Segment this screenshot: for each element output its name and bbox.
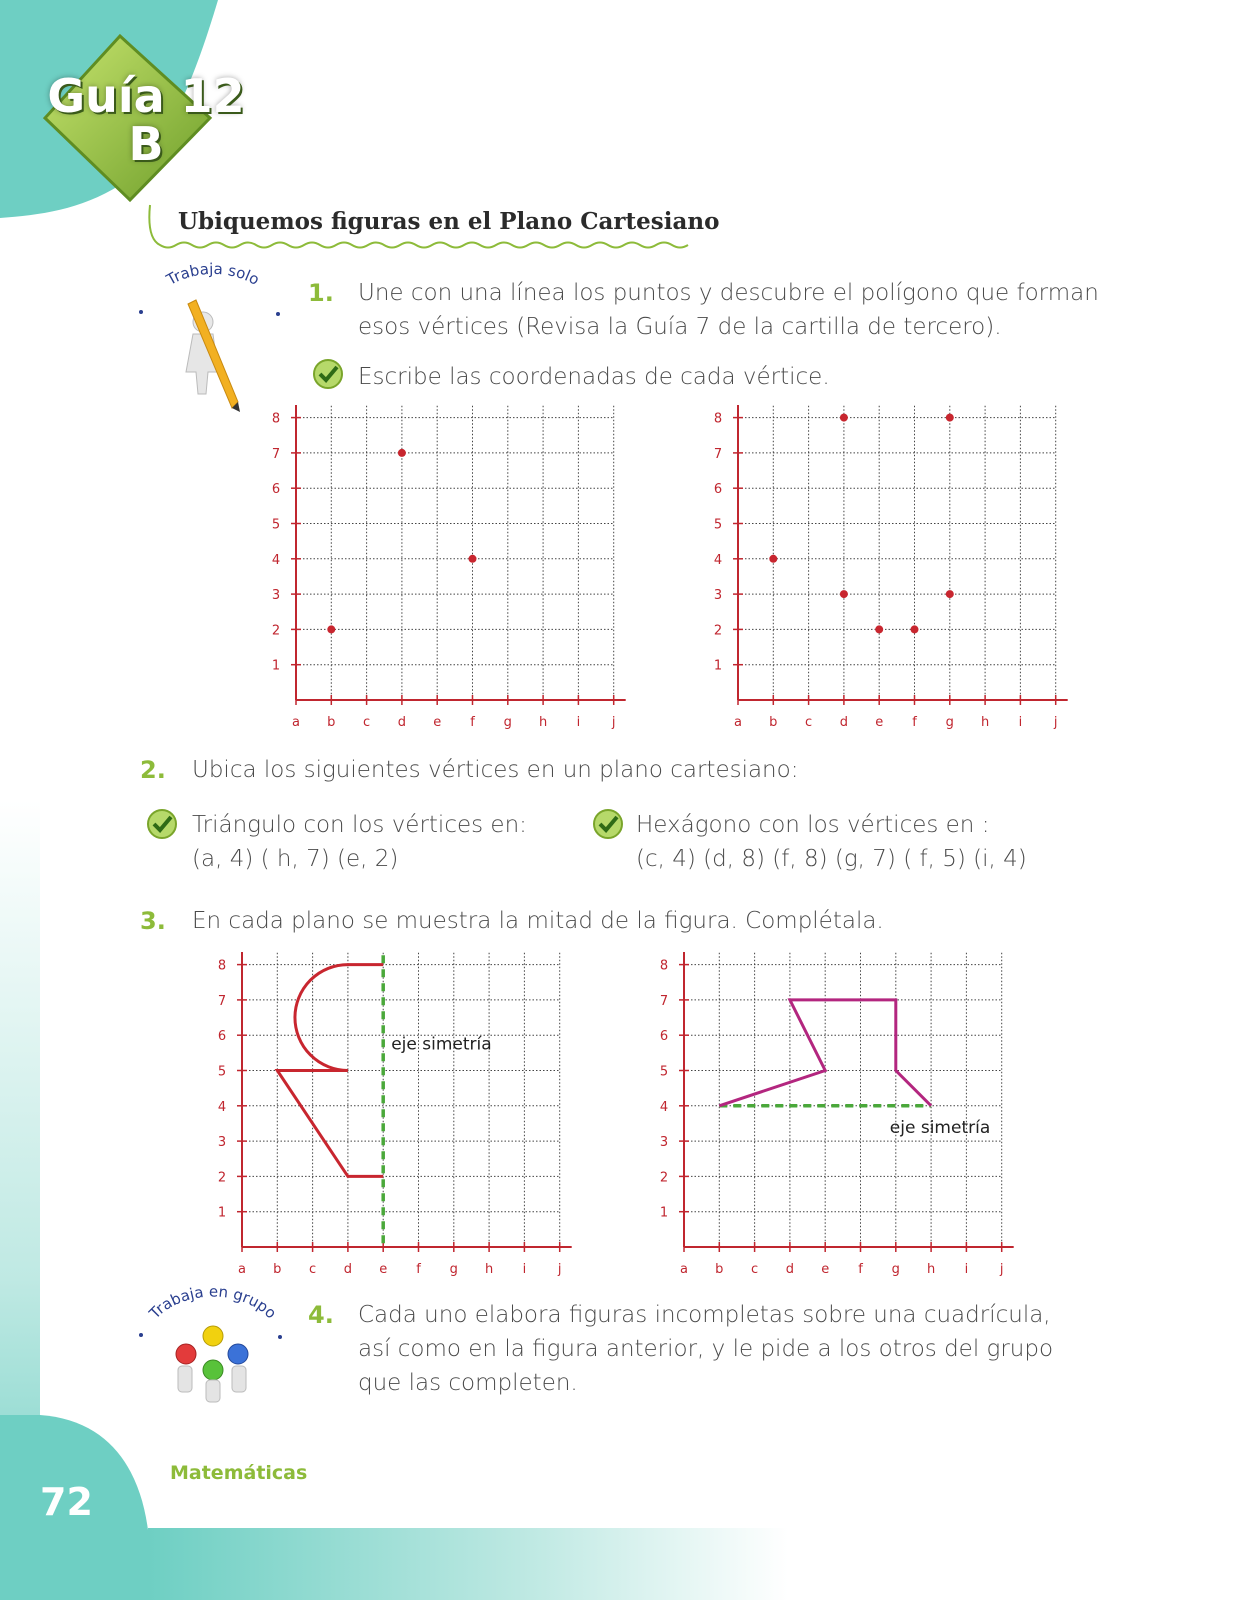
data-point <box>840 414 848 422</box>
x-tick-label: j <box>557 1262 562 1277</box>
pencil-figure-icon <box>186 300 240 412</box>
x-tick-label: i <box>1018 715 1023 730</box>
exercise1-text-line2: esos vértices (Revisa la Guía 7 de la cartilla de tercero). <box>358 314 1002 340</box>
x-tick-label: c <box>309 1262 317 1277</box>
x-tick-label: g <box>449 1262 458 1277</box>
exercise3-text: En cada plano se muestra la mitad de la figura. Complétala. <box>192 908 884 934</box>
check-icon <box>592 808 624 840</box>
x-tick-label: d <box>343 1262 353 1277</box>
data-point <box>469 555 477 563</box>
y-tick-label: 8 <box>271 411 281 427</box>
y-tick-label: 2 <box>713 623 723 639</box>
x-tick-label: f <box>416 1262 421 1277</box>
cartesian-plane-3 <box>204 952 589 1282</box>
check-icon <box>312 358 344 390</box>
x-tick-label: e <box>875 715 884 730</box>
symmetry-label-left: eje simetría <box>391 1034 492 1055</box>
y-tick-label: 1 <box>271 658 281 674</box>
y-tick-label: 6 <box>713 482 723 498</box>
exercise1-text-line1: Une con una línea los puntos y descubre el polígono que forman <box>358 280 1099 306</box>
data-point <box>769 555 777 563</box>
x-tick-label: j <box>999 1262 1004 1277</box>
y-tick-label: 7 <box>659 993 669 1009</box>
symmetry-label-right: eje simetría <box>889 1117 991 1138</box>
exercise4-number: 4. <box>308 1301 334 1329</box>
x-tick-label: f <box>470 715 475 730</box>
y-tick-label: 7 <box>271 446 281 462</box>
y-tick-label: 8 <box>659 958 669 974</box>
data-point <box>875 625 883 633</box>
y-tick-label: 1 <box>217 1205 227 1221</box>
guide-title-line2: B <box>128 117 164 171</box>
exercise1-number: 1. <box>308 279 334 307</box>
triangle-vertices: (a, 4) ( h, 7) (e, 2) <box>192 846 399 872</box>
y-tick-label: 7 <box>217 993 227 1009</box>
check-icon <box>146 808 178 840</box>
y-tick-label: 6 <box>271 482 281 498</box>
cartesian-plane-4 <box>646 952 1031 1282</box>
x-tick-label: b <box>273 1262 282 1277</box>
trabaja-en-grupo-badge <box>128 1280 298 1410</box>
cartesian-plane-2 <box>700 405 1085 735</box>
y-tick-label: 4 <box>271 552 281 568</box>
x-tick-label: h <box>980 715 990 730</box>
x-tick-label: d <box>785 1262 795 1277</box>
y-tick-label: 6 <box>217 1029 227 1045</box>
y-tick-label: 5 <box>659 1064 669 1080</box>
x-tick-label: e <box>821 1262 830 1277</box>
x-tick-label: e <box>433 715 442 730</box>
trabaja-solo-badge <box>128 262 298 422</box>
y-tick-label: 4 <box>713 552 723 568</box>
exercise4-text-line2: así como en la figura anterior, y le pide a los otros del grupo <box>358 1336 1054 1362</box>
triangle-label: Triángulo con los vértices en: <box>192 812 527 838</box>
data-point <box>946 590 954 598</box>
y-tick-label: 3 <box>713 588 723 604</box>
y-tick-label: 5 <box>271 517 281 533</box>
guide-title <box>46 69 246 171</box>
exercise1-check-text: Escribe las coordenadas de cada vértice. <box>358 364 830 390</box>
x-tick-label: i <box>576 715 581 730</box>
x-tick-label: c <box>805 715 813 730</box>
data-point <box>327 625 335 633</box>
x-tick-label: a <box>680 1262 688 1277</box>
exercise2-number: 2. <box>140 756 166 784</box>
x-tick-label: b <box>327 715 336 730</box>
y-tick-label: 4 <box>659 1099 669 1115</box>
y-tick-label: 2 <box>659 1170 669 1186</box>
x-tick-label: e <box>379 1262 388 1277</box>
x-tick-label: d <box>397 715 407 730</box>
y-tick-label: 7 <box>713 446 723 462</box>
x-tick-label: a <box>292 715 300 730</box>
data-point <box>840 590 848 598</box>
x-tick-label: j <box>1053 715 1058 730</box>
y-tick-label: 3 <box>659 1135 669 1151</box>
footer-subject: Matemáticas <box>170 1462 308 1484</box>
x-tick-label: g <box>945 715 954 730</box>
x-tick-label: b <box>715 1262 724 1277</box>
hexagon-label: Hexágono con los vértices en : <box>636 812 990 838</box>
x-tick-label: j <box>611 715 616 730</box>
x-tick-label: i <box>964 1262 969 1277</box>
page-number: 72 <box>40 1480 93 1524</box>
x-tick-label: h <box>926 1262 936 1277</box>
section-title: Ubiquemos figuras en el Plano Cartesiano <box>178 208 720 235</box>
x-tick-label: a <box>734 715 742 730</box>
gears-team-icon <box>176 1326 248 1402</box>
x-tick-label: d <box>839 715 849 730</box>
exercise2-text: Ubica los siguientes vértices en un plano cartesiano: <box>192 757 799 783</box>
y-tick-label: 4 <box>217 1099 227 1115</box>
badge-solo-text: Trabaja solo <box>163 262 263 289</box>
half-figure-shape <box>277 965 383 1177</box>
x-tick-label: f <box>912 715 917 730</box>
y-tick-label: 6 <box>659 1029 669 1045</box>
x-tick-label: h <box>484 1262 494 1277</box>
x-tick-label: i <box>522 1262 527 1277</box>
badge-group-text: Trabaja en grupo <box>145 1282 281 1323</box>
data-point <box>398 449 406 457</box>
data-point <box>911 625 919 633</box>
x-tick-label: c <box>363 715 371 730</box>
x-tick-label: f <box>858 1262 863 1277</box>
x-tick-label: g <box>891 1262 900 1277</box>
y-tick-label: 3 <box>217 1135 227 1151</box>
y-tick-label: 1 <box>713 658 723 674</box>
exercise4-text-line1: Cada uno elabora figuras incompletas sobre una cuadrícula, <box>358 1302 1051 1328</box>
x-tick-label: b <box>769 715 778 730</box>
y-tick-label: 8 <box>713 411 723 427</box>
cartesian-plane-1 <box>258 405 643 735</box>
x-tick-label: g <box>503 715 512 730</box>
guide-title-line1: Guía 12 <box>47 69 245 123</box>
y-tick-label: 2 <box>271 623 281 639</box>
exercise4-text-line3: que las completen. <box>358 1370 578 1396</box>
x-tick-label: a <box>238 1262 246 1277</box>
y-tick-label: 1 <box>659 1205 669 1221</box>
y-tick-label: 3 <box>271 588 281 604</box>
y-tick-label: 8 <box>217 958 227 974</box>
y-tick-label: 2 <box>217 1170 227 1186</box>
hexagon-vertices: (c, 4) (d, 8) (f, 8) (g, 7) ( f, 5) (i, 4) <box>636 846 1027 872</box>
y-tick-label: 5 <box>217 1064 227 1080</box>
y-tick-label: 5 <box>713 517 723 533</box>
exercise3-number: 3. <box>140 907 166 935</box>
data-point <box>946 414 954 422</box>
x-tick-label: c <box>751 1262 759 1277</box>
x-tick-label: h <box>538 715 548 730</box>
